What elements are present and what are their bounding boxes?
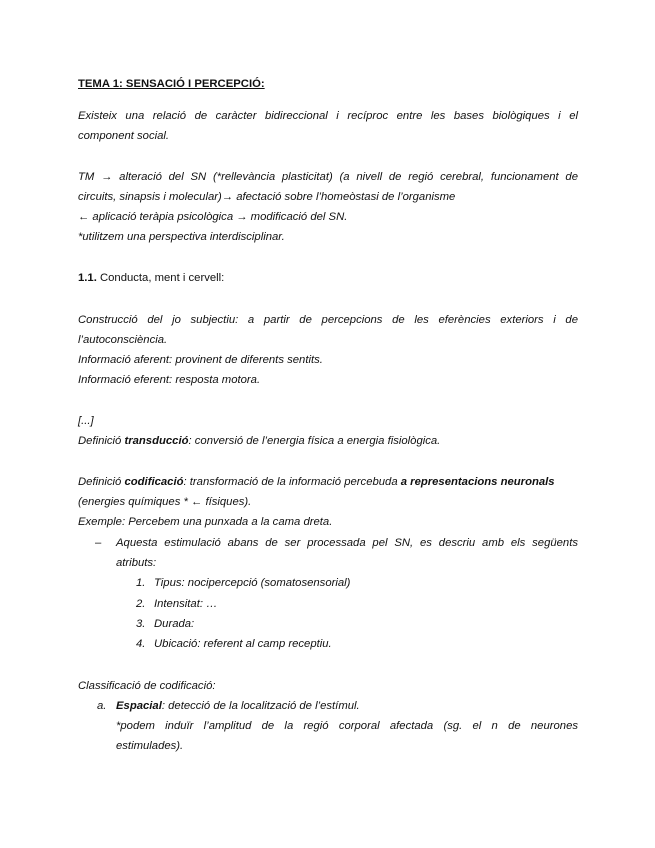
- attribute-item: [136, 637, 332, 651]
- classification-heading: Classificació de codificació:: [78, 680, 216, 692]
- note-line-2: estimulades).: [116, 740, 184, 752]
- transduction-prefix: Definició: [78, 435, 125, 447]
- construct-line-3: Informació aferent: provinent de diferents sentits.: [78, 354, 323, 366]
- page-title: TEMA 1: SENSACIÓ I PERCEPCIÓ:: [78, 78, 265, 90]
- item-a-text: : detecció de la localització de l’estímul.: [161, 700, 360, 712]
- codification-emphasis: a representacions neuronals: [400, 476, 555, 488]
- attribute-text: Ubicació: referent al camp receptiu.: [154, 638, 332, 650]
- attribute-item: [136, 597, 217, 611]
- tm-line-2: circuits, sinapsis i molecular)→ afectació sobre l’homeòstasi de l’organisme: [78, 191, 456, 203]
- attribute-number: 3.: [136, 618, 146, 630]
- attribute-item: [136, 617, 194, 631]
- attribute-text: Tipus: nocipercepció (somatosensorial): [154, 577, 351, 589]
- section-label: Conducta, ment i cervell:: [96, 272, 225, 284]
- intro-line-1: Existeix una relació de caràcter bidireccional i recíproc entre les bases biològiques i el: [78, 110, 578, 122]
- construct-line-4: Informació eferent: resposta motora.: [78, 374, 261, 386]
- attribute-number: 1.: [136, 577, 146, 589]
- section-number: 1.1.: [78, 272, 97, 284]
- construct-line-2: l’autoconsciència.: [78, 334, 168, 346]
- classification-item-a: [97, 699, 360, 713]
- codification-term: codificació: [124, 476, 184, 488]
- attribute-text: Intensitat: …: [154, 598, 218, 610]
- section-heading: [78, 271, 224, 285]
- example-line: Exemple: Percebem una punxada a la cama dreta.: [78, 516, 333, 528]
- construct-line-1: Construcció del jo subjectiu: a partir de percepcions de les eferències exteriors i de: [78, 314, 578, 326]
- codification-line-2: (energies químiques * ← físiques).: [78, 496, 252, 508]
- bullet-line-1: Aquesta estimulació abans de ser processada pel SN, es descriu amb els següents: [116, 537, 578, 549]
- item-a-term: Espacial: [116, 700, 162, 712]
- intro-line-2: component social.: [78, 130, 170, 142]
- attribute-number: 4.: [136, 638, 146, 650]
- attribute-item: [136, 576, 350, 590]
- tm-line-3: ← aplicació teràpia psicològica → modificació del SN.: [78, 211, 348, 223]
- bullet-line-2: atributs:: [116, 557, 157, 569]
- note-line-1: *podem induïr l’amplitud de la regió corporal afectada (sg. el n de neurones: [116, 720, 578, 732]
- codification-text: : transformació de la informació percebuda: [183, 476, 401, 488]
- codification-definition: [78, 475, 555, 489]
- ellipsis-text: [...]: [78, 415, 94, 427]
- attribute-number: 2.: [136, 598, 146, 610]
- tm-line-4: *utilitzem una perspectiva interdisciplinar.: [78, 231, 285, 243]
- item-a-label: a.: [97, 700, 107, 712]
- transduction-definition: [78, 434, 440, 448]
- transduction-text: : conversió de l’energia física a energia fisiològica.: [188, 435, 441, 447]
- tm-line-1: TM → alteració del SN (*rellevància plasticitat) (a nivell de regió cerebral, funcionament de: [78, 171, 578, 183]
- attribute-text: Durada:: [154, 618, 195, 630]
- bullet-dash: –: [95, 537, 102, 549]
- transduction-term: transducció: [124, 435, 189, 447]
- codification-prefix: Definició: [78, 476, 125, 488]
